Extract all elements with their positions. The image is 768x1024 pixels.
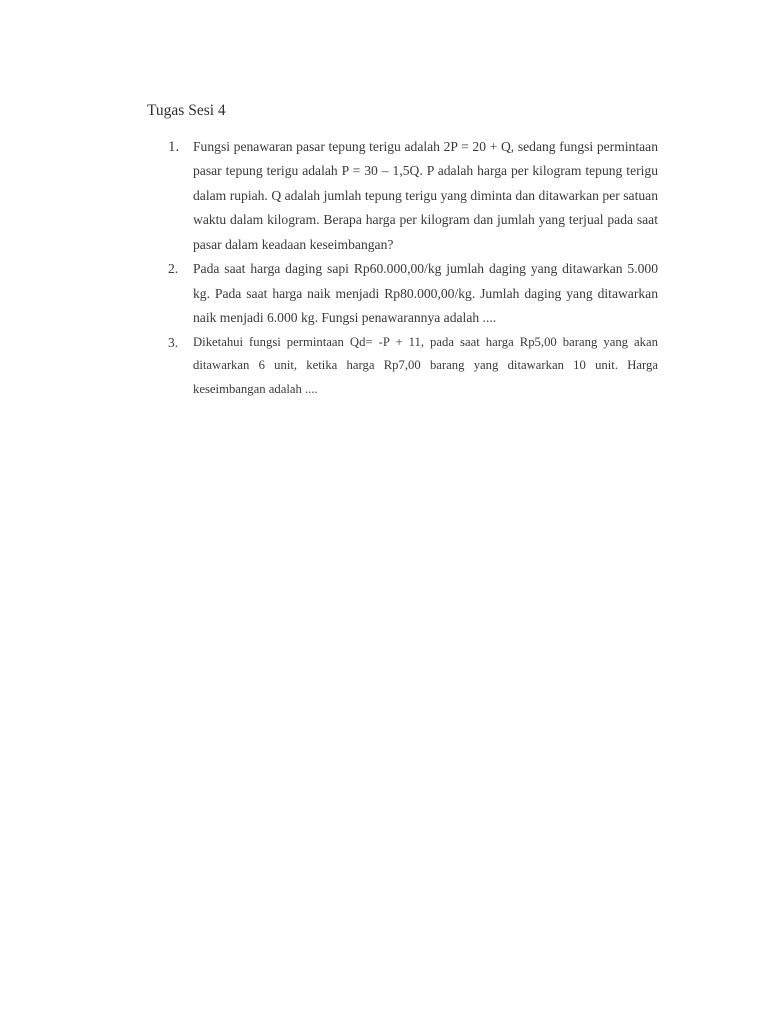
question-text: Diketahui fungsi permintaan Qd= -P + 11, pada saat harga Rp5,00 barang yang akan ditawarkan 6 unit, ketika harga Rp7,00 barang yang ditawarkan 10 unit. Harga keseimbangan adalah .... (193, 334, 658, 396)
question-number: 1. (168, 139, 180, 155)
question-item-1 (168, 135, 658, 257)
document-title: Tugas Sesi 4 (147, 102, 226, 119)
question-list (168, 135, 658, 402)
question-item-2 (168, 257, 658, 331)
question-text: Pada saat harga daging sapi Rp60.000,00/kg jumlah daging yang ditawarkan 5.000 kg. Pada saat harga naik menjadi Rp80.000,00/kg. Jumlah daging yang ditawarkan naik menjadi 6.000 kg. Fungsi penawarannya adalah .... (193, 261, 658, 326)
question-number: 2. (168, 261, 179, 277)
question-number: 3. (168, 334, 179, 350)
question-item-3 (168, 331, 658, 402)
question-text: Fungsi penawaran pasar tepung terigu adalah 2P = 20 + Q, sedang fungsi permintaan pasar tepung terigu adalah P = 30 – 1,5Q. P adalah harga per kilogram tepung terigu dalam rupiah. Q adalah jumlah tepung terigu yang diminta dan ditawarkan per satuan waktu dalam kilogram. Berapa harga per kilogram dan jumlah yang terjual pada saat pasar dalam keadaan keseimbangan? (193, 139, 658, 252)
